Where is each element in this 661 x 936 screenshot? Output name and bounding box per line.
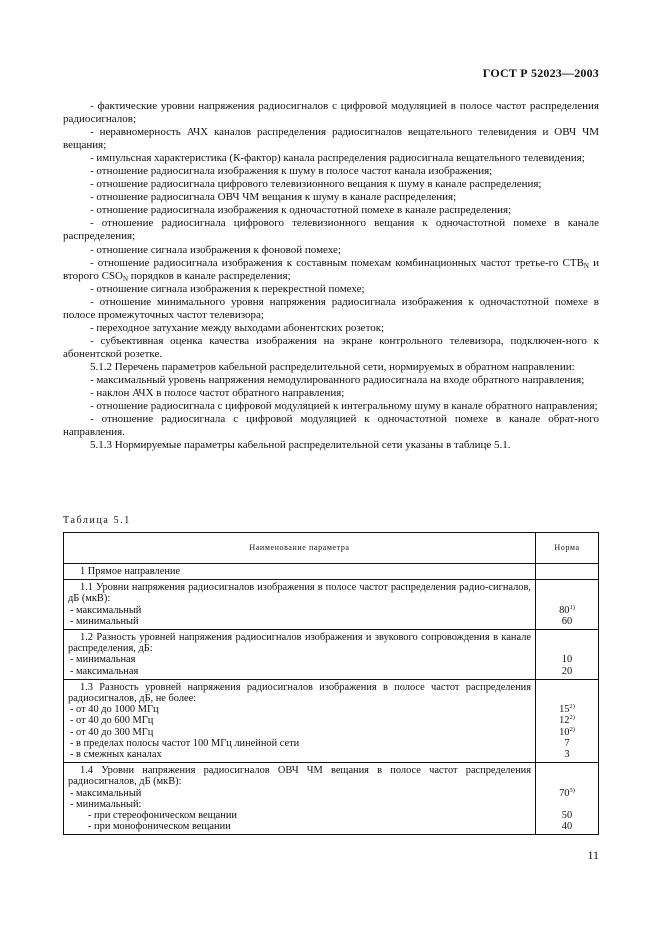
norm-cell [536,580,599,630]
paragraph: - отношение радиосигнала с цифровой модуляцией к интегральному шуму в канале обратного направления; [90,400,598,413]
paragraph: - фактические уровни напряжения радиосигналов с цифровой модуляцией в полосе частот распределения радиосигналов; [63,100,599,126]
param-item: - от 40 до 1000 МГц [70,704,159,716]
norm-value [538,666,596,677]
body-text [63,100,599,452]
table-caption: Таблица 5.1 [63,515,131,526]
paragraph: - отношение радиосигнала с цифровой модуляцией к одночастотной помехе в канале обрат-ного направления. [63,413,599,439]
paragraph: 5.1.3 Нормируемые параметры кабельной распределительной сети указаны в таблице 5.1. [90,439,511,452]
paragraph: - импульсная характеристика (К-фактор) канала распределения радиосигнала вещательного телевидения; [90,152,585,165]
page-number: 11 [587,848,599,862]
footnote-mark: 1) [569,603,575,611]
param-cell [64,679,536,762]
paragraph: - максимальный уровень напряжения немодулированного радиосигнала на входе обратного направления; [90,373,585,386]
norm-value [538,738,596,749]
norm-value [538,605,596,616]
value: 7 [564,737,570,749]
table-row [64,763,599,835]
value: 70 [559,787,570,799]
norm-value [538,821,596,832]
paragraph: - неравномерность АЧХ каналов распределения радиосигналов вещательного телевидения и ОВЧ ЧМ вещания; [63,126,599,152]
norm-value [538,810,596,821]
param-item: - максимальная [70,665,139,677]
norm-value [538,799,596,810]
value: 20 [561,665,573,677]
paragraph: - отношение радиосигнала цифрового телевизионного вещания к шуму в канале распределения; [90,178,542,191]
section-label: 1 Прямое направление [80,566,181,577]
norm-cell [536,630,599,680]
param-title: 1.3 Разность уровней напряжения радиосигналов изображения в полосе частот распределения радиосигналов, дБ, не более: [68,681,531,705]
paragraph: - отношение сигнала изображения к перекрестной помехе; [90,282,365,295]
param-item: - от 40 до 600 МГц [70,715,154,727]
footnote-mark: 2) [569,725,575,733]
subscript: N [583,261,589,270]
param-item: - минимальная [70,654,136,666]
paragraph: - отношение радиосигнала цифрового телевизионного вещания к одночастотной помехе в канале распределения; [63,217,599,243]
section-title [64,564,536,580]
paragraph: - отношение сигнала изображения к фоновой помехе; [90,243,341,256]
param-subitem: - при стереофоническом вещании [88,810,237,822]
value: 80 [559,604,570,616]
paragraph: 5.1.2 Перечень параметров кабельной распределительной сети, нормируемых в обратном направлении: [90,360,575,373]
table-row [64,580,599,630]
paragraph: - отношение минимального уровня напряжения радиосигнала изображения к одночастотной помехе в полосе промежуточных частот телевизора; [63,295,599,321]
value: 60 [561,615,573,627]
footnote-mark: 3) [569,786,575,794]
value: 3 [564,748,570,760]
paragraph-ctb [63,257,599,283]
paragraph: - отношение радиосигнала изображения к одночастотной помехе в канале распределения; [90,204,512,217]
norm-cell [536,763,599,835]
footnote-mark: 2) [569,714,575,722]
param-cell [64,580,536,630]
empty-cell [536,564,599,580]
table-row [64,630,599,680]
footnote-mark: 2) [569,703,575,711]
param-item: - в смежных каналах [70,749,162,761]
subscript: N [122,274,129,283]
paragraph: - переходное затухание между выходами абонентских розеток; [90,321,385,334]
param-item: - максимальный [70,604,142,616]
param-item: - от 40 до 300 МГц [70,726,154,738]
paragraph: - наклон АЧХ в полосе частот обратного направления; [90,387,345,400]
ctb-text: порядков в канале распределения; [128,269,291,282]
param-cell [64,763,536,835]
norm-cell [536,679,599,762]
param-item: - максимальный [70,787,142,799]
norm-value [538,749,596,760]
document-header: ГОСТ Р 52023—2003 [482,66,599,80]
column-header-norm: Норма [536,533,599,564]
ctb-text: - отношение радиосигнала изображения к составным помехам комбинационных частот третье-го CTB [90,256,584,269]
table-row [64,679,599,762]
value: 40 [561,821,573,833]
param-item: - минимальный [70,615,139,627]
param-title: 1.2 Разность уровней напряжения радиосигналов изображения и звукового сопровождения в канале распределения, дБ: [68,632,531,655]
value: 50 [561,810,573,821]
norm-value [538,654,596,665]
norm-value [538,788,596,799]
parameters-table [63,532,599,835]
param-item: - в пределах полосы частот 100 МГц линейной сети [70,737,300,749]
param-title: 1.1 Уровни напряжения радиосигналов изображения в полосе частот распределения радио-сигналов, дБ (мкВ): [68,582,531,605]
param-subitem: - при монофоническом вещании [88,821,231,833]
table-header-row [64,533,599,564]
param-title: 1.4 Уровни напряжения радиосигналов ОВЧ ЧМ вещания в полосе частот распределения радиосигналов, дБ (мкВ): [68,765,531,788]
paragraph: - отношение радиосигнала ОВЧ ЧМ вещания к шуму в канале распределения; [90,191,457,204]
value: 10 [559,726,570,738]
value: 10 [561,654,573,666]
ctb-text: и второго CSO [63,256,599,282]
value: 15 [559,704,570,716]
paragraph: - субъективная оценка качества изображения на экране контрольного телевизора, подключен-ного к абонентской розетке. [63,334,599,360]
table-section-row [64,564,599,580]
norm-value [538,727,596,738]
norm-value [538,616,596,627]
param-item: - минимальный: [70,798,142,810]
param-cell [64,630,536,680]
norm-value [538,715,596,726]
column-header-parameter: Наименование параметра [64,533,536,564]
paragraph: - отношение радиосигнала изображения к шуму в полосе частот канала изображения; [90,165,493,178]
value: 12 [559,715,570,727]
norm-value [538,704,596,715]
